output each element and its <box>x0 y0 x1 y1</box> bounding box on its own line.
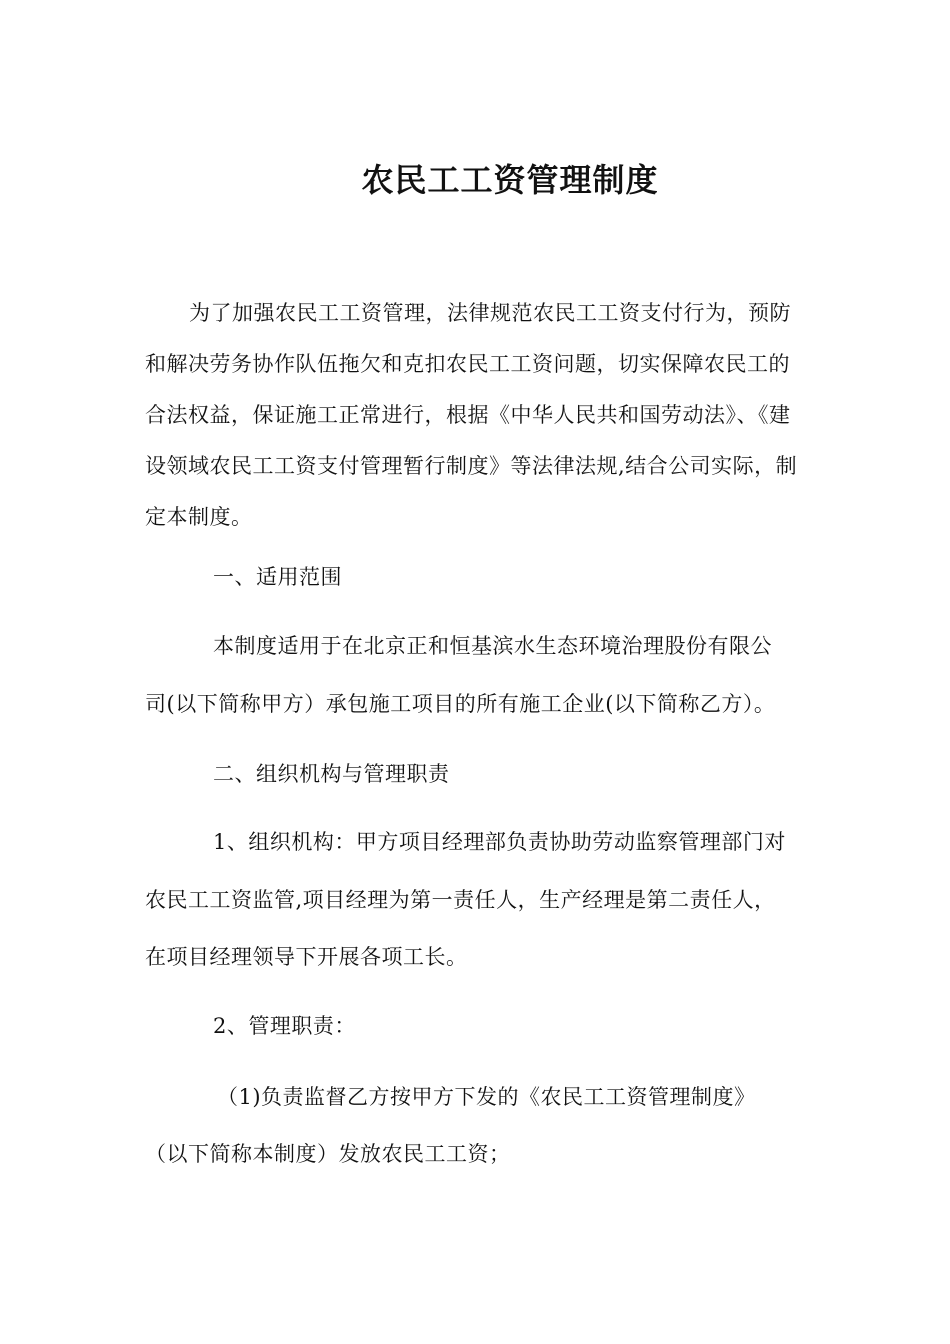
section1-text-line1: 本制度适用于在北京正和恒基滨水生态环境治理股份有限公 <box>213 634 772 658</box>
item1-line2: 农民工工资监管,项目经理为第一责任人，生产经理是第二责任人， <box>145 888 776 912</box>
item2-heading: 2、管理职责： <box>213 1014 356 1038</box>
item1-line3: 在项目经理领导下开展各项工长。 <box>145 945 468 969</box>
item2-sub1-line1: （1)负责监督乙方按甲方下发的《农民工工资管理制度》 <box>217 1085 756 1109</box>
section1-heading: 一、适用范围 <box>213 565 342 589</box>
item1-line1: 1、组织机构：甲方项目经理部负责协助劳动监察管理部门对 <box>213 830 786 854</box>
document-title: 农民工工资管理制度 <box>361 161 659 199</box>
intro-paragraph: 为了加强农民工工资管理，法律规范农民工工资支付行为，预防和解决劳务协作队伍拖欠和克扣农民工工资问题，切实保障农民工的合法权益，保证施工正常进行，根据《中华人民共和国劳动法》、《建设领域农民工工资支付管理暂行制度》等法律法规,结合公司实际，制定本制度。 <box>145 301 798 529</box>
section2-heading: 二、组织机构与管理职责 <box>213 762 450 786</box>
section1-text-line2: 司(以下简称甲方）承包施工项目的所有施工企业(以下简称乙方）。 <box>145 692 776 716</box>
item2-sub1-line2: （以下简称本制度）发放农民工工资； <box>145 1142 511 1166</box>
